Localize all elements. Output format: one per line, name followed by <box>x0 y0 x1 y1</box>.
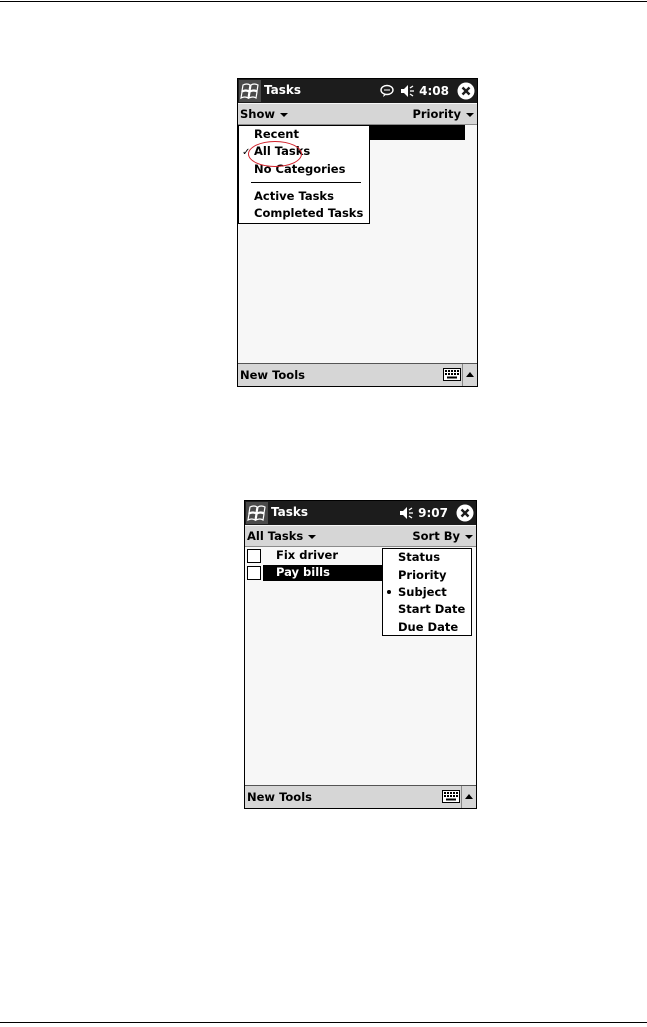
speaker-icon[interactable] <box>399 83 415 99</box>
priority-menu-button[interactable] <box>412 107 474 121</box>
pocketpc-screen-tasks-sort-menu <box>244 500 477 809</box>
task-label: Pay bills <box>276 565 330 579</box>
windows-flag-icon[interactable] <box>239 80 261 102</box>
command-bar <box>238 363 477 386</box>
chevron-down-icon <box>465 535 473 539</box>
navigation-bar <box>245 501 476 525</box>
chevron-down-icon <box>280 113 288 117</box>
app-title: Tasks <box>271 505 309 519</box>
show-dropdown-menu <box>238 125 370 224</box>
sort-item-priority[interactable]: Priority <box>398 568 447 582</box>
sort-item-due-date[interactable]: Due Date <box>398 620 459 634</box>
menu-separator <box>251 182 361 183</box>
navigation-bar <box>238 79 477 103</box>
sort-item-subject[interactable]: Subject <box>398 585 447 599</box>
category-filter-button[interactable] <box>247 529 316 543</box>
new-button[interactable]: New <box>240 368 269 382</box>
menu-bar <box>245 526 476 547</box>
task-checkbox[interactable] <box>247 549 261 563</box>
clock[interactable]: 9:07 <box>418 506 448 520</box>
new-button[interactable]: New <box>247 790 276 804</box>
sort-by-label: Sort By <box>412 529 460 543</box>
input-panel-toggle[interactable] <box>462 364 477 386</box>
selected-row-strip <box>368 125 465 140</box>
sort-by-dropdown-menu <box>382 548 472 636</box>
page-top-rule <box>0 1 647 2</box>
keyboard-icon[interactable] <box>443 368 461 384</box>
priority-menu-label: Priority <box>412 107 461 121</box>
close-icon[interactable] <box>456 504 474 522</box>
selected-bullet-icon <box>387 590 391 594</box>
pocketpc-screen-tasks-show-menu <box>237 78 478 387</box>
speech-bubble-icon[interactable] <box>379 83 395 99</box>
annotation-circle <box>248 141 302 167</box>
chevron-down-icon <box>466 113 474 117</box>
input-panel-toggle[interactable] <box>461 786 476 808</box>
menu-item-all-tasks[interactable]: All Tasks <box>254 144 311 158</box>
chevron-down-icon <box>308 535 316 539</box>
checkmark-icon: ✓ <box>242 147 251 158</box>
windows-flag-icon[interactable] <box>246 502 268 524</box>
app-title: Tasks <box>264 83 302 97</box>
menu-item-no-categories[interactable]: No Categories <box>254 162 346 176</box>
menu-item-completed-tasks[interactable]: Completed Tasks <box>254 206 364 220</box>
sort-item-start-date[interactable]: Start Date <box>398 602 466 616</box>
keyboard-icon[interactable] <box>442 790 460 806</box>
speaker-icon[interactable] <box>398 505 414 521</box>
tools-menu-button[interactable]: Tools <box>272 368 305 382</box>
close-icon[interactable] <box>457 82 475 100</box>
menu-bar <box>238 104 477 125</box>
command-bar <box>245 785 476 808</box>
menu-item-recent[interactable]: Recent <box>254 127 299 141</box>
tools-menu-button[interactable]: Tools <box>279 790 312 804</box>
sort-item-status[interactable]: Status <box>398 550 441 564</box>
task-checkbox[interactable] <box>247 566 261 580</box>
task-label: Fix driver <box>276 548 339 562</box>
sort-by-button[interactable] <box>412 529 473 543</box>
menu-item-active-tasks[interactable]: Active Tasks <box>254 189 334 203</box>
clock[interactable]: 4:08 <box>419 84 449 98</box>
page-bottom-rule <box>0 1022 647 1023</box>
show-menu-button[interactable] <box>240 107 288 121</box>
show-menu-label: Show <box>240 107 275 121</box>
category-filter-label: All Tasks <box>247 529 304 543</box>
